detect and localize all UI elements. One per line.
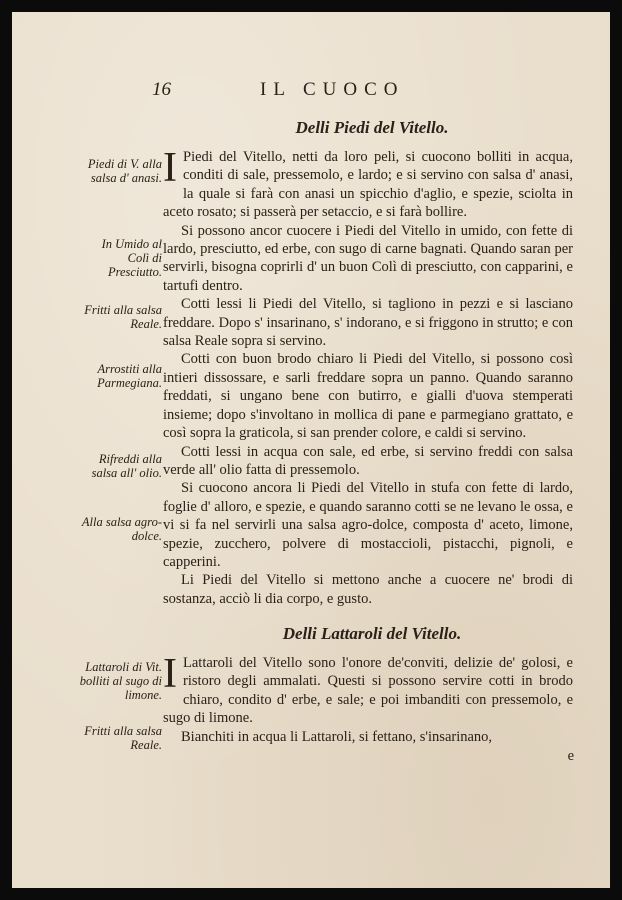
margin-note: Fritti alla salsa Reale. (84, 724, 162, 752)
running-head (12, 79, 610, 101)
section-title-lattaroli: Delli Lattaroli del Vitello. (282, 624, 462, 643)
page-number: 16 (152, 79, 171, 100)
running-title: IL CUOCO (260, 79, 405, 100)
margin-note: Rifreddi alla salsa all' olio. (91, 452, 162, 480)
drop-cap: I (163, 651, 177, 697)
paragraph: Si possono ancor cuocere i Piedi del Vitello in umido, con fette di lardo, presciutto, ed erbe, con sugo di carne bagnati. Quando saran per servirli, bisogna coprirli d' un buon Colì di presciutto, con capparini, e tartufi dentro. (163, 222, 573, 294)
paragraph: I Lattaroli del Vitello sono l'onore de'conviti, delizie de' golosi, e ristoro degli ammalati. Questi si possono servire cotti in brodo chiaro, condito d' erbe, e sale; e poi imbanditi con pressemolo, e sugo di limone. (163, 651, 573, 727)
section2-body (163, 651, 573, 746)
paragraph: I Piedi del Vitello, netti da loro peli, si cuocono bolliti in acqua, conditi di sale, pressemolo, e lardo; e si servino con salsa d' anasi, la quale si farà con anasi un spicchio d'aglio, e spezie, sciolta in aceto rosato; si passerà per setaccio, e si farà bollire. (163, 145, 573, 221)
margin-note: Piedi di V. alla salsa d' anasi. (87, 157, 162, 185)
margin-note: Lattaroli di Vit. bolliti al sugo di limone. (79, 660, 162, 702)
paragraph: Cotti con buon brodo chiaro li Piedi del Vitello, si possono così intieri dissossare, e sarli freddare sopra un panno. Quando saranno freddati, si ungano bene con butirro, e gialli d'uova stemperati insieme; dopo s'involtano in mollica di pane e parmegiano grattato, e così sopra la graticola, si san prender colore, e caldi si servino. (163, 351, 573, 442)
paragraph: Si cuocono ancora li Piedi del Vitello in stufa con fette di lardo, foglie d' alloro, e spezie, e quando saranno cotti se ne levano le ossa, e vi si fa nel servirli una salsa agro-dolce, composta d' aceto, limone, spezie, zucchero, polvere di mostaccioli, pistacchi, pignoli, e capperini. (163, 480, 573, 570)
drop-cap: I (163, 145, 177, 191)
paragraph: Bianchiti in acqua li Lattaroli, si fettano, s'insarinano, (181, 728, 493, 745)
paragraph: Cotti lessi li Piedi del Vitello, si tagliono in pezzi e si lasciano freddare. Dopo s' insarinano, s' indorano, e si friggono in strutto; e con salsa Reale sopra si servino. (163, 296, 573, 350)
paragraph: Li Piedi del Vitello si mettono anche a cuocere ne' brodi di sostanza, acciò li dia corpo, e gusto. (163, 572, 573, 607)
margin-note: In Umido al Colì di Presciutto. (101, 237, 162, 279)
book-page (12, 12, 610, 888)
catchword: e (567, 748, 574, 764)
margin-note: Alla salsa agro-dolce. (81, 515, 162, 543)
paragraph: Cotti lessi in acqua con sale, ed erbe, si servino freddi con salsa verde all' olio fatta di pressemolo. (163, 443, 573, 478)
section-title-piedi: Delli Piedi del Vitello. (295, 118, 449, 137)
margin-note: Arrostiti alla Parmegiana. (97, 362, 162, 390)
section1-body (163, 145, 573, 608)
margin-note: Fritti alla salsa Reale. (84, 303, 162, 331)
